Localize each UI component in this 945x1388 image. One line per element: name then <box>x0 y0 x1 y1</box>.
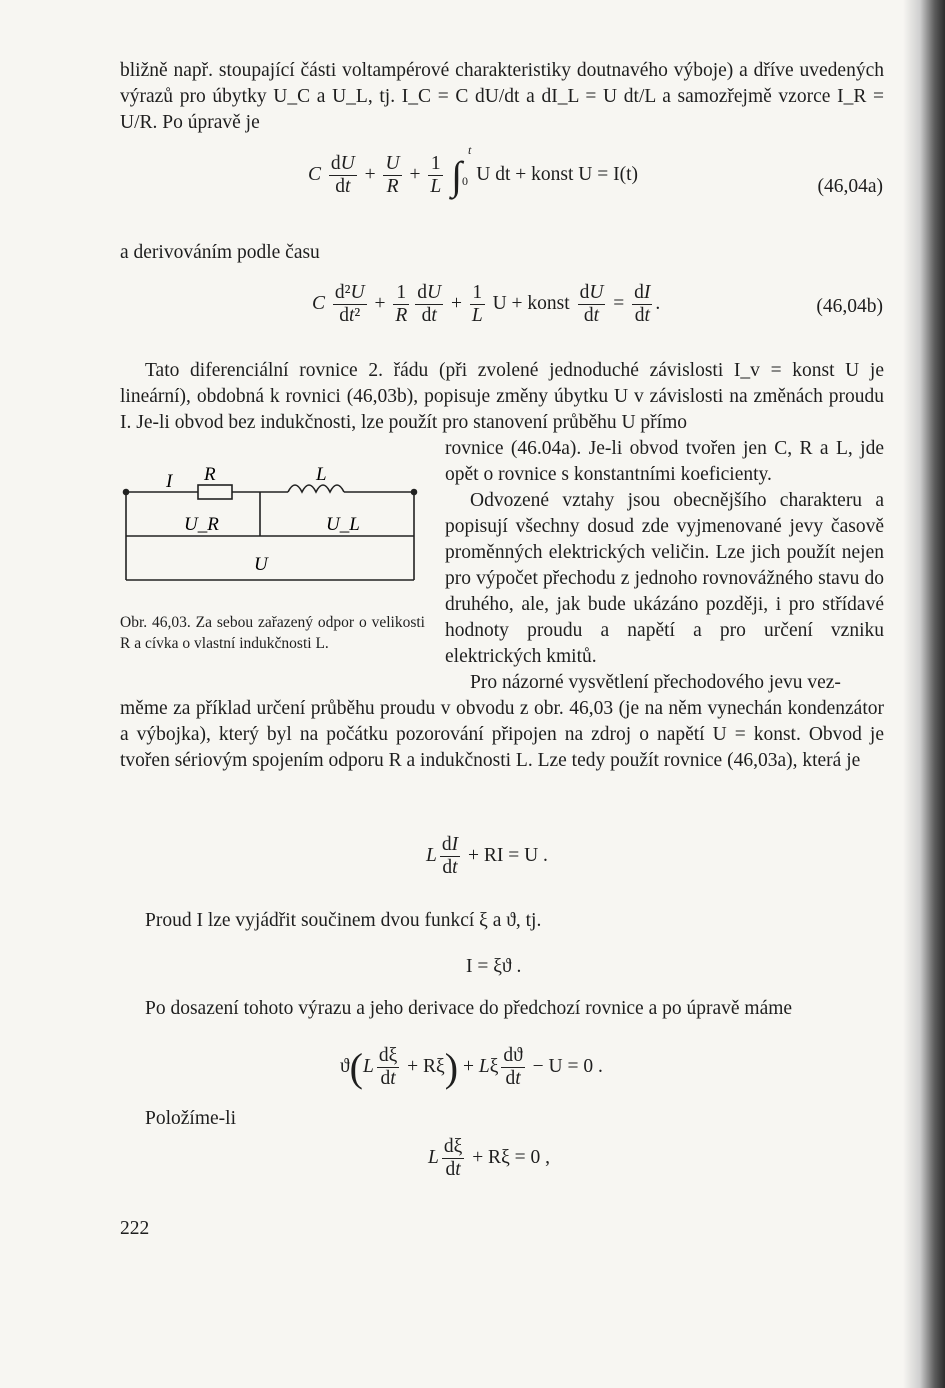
paragraph-3-continued: rovnice (46.04a). Je-li obvod tvořen jen C, R a L, jde opět o rovnice s konstantními koeficienty. <box>445 438 884 485</box>
binding-shadow <box>903 0 945 1388</box>
equation-xi: L $\frac{d\xi}{dt}$ + Rξ = 0 , <box>428 1136 551 1180</box>
equation-label-a: (46,04a) <box>817 176 883 197</box>
equation-e-mid: + Rξ <box>407 1055 445 1077</box>
label-voltage-inductor: U_L <box>326 514 360 535</box>
paragraph-5-start: Pro názorné vysvětlení přechodového jevu vez- <box>470 672 841 693</box>
paragraph-2: a derivováním podle času <box>120 242 320 263</box>
equation-rl: L $\frac{dI}{dt}$ + RI = U . <box>426 834 548 878</box>
label-voltage-total: U <box>254 554 268 575</box>
label-current: I <box>166 471 173 492</box>
label-inductor: L <box>316 464 327 485</box>
equation-46-04a: C $\frac{dU}{dt}$ + $\frac{U}{R}$ + $\frac{1}{L}$ $\int_0^t$ U dt + konst U = I(t) <box>308 143 638 198</box>
equation-f-tail: + Rξ = 0 , <box>472 1146 551 1168</box>
equation-a-tail: U dt + konst U = I(t) <box>476 163 638 185</box>
paragraph-1: bližně např. stoupající části voltampérové charakteristiky doutnavého výboje) a dříve uvedených výrazů pro úbytky U_C a U_L, tj. I_C = C dU/dt a dI_L = U dt/L a samozřejmě vzorce I_R = U/R. Po úpravě je <box>120 60 884 133</box>
paragraph-5: měme za příklad určení průběhu proudu v obvodu z obr. 46,03 (je na něm vynechán kondenzátor a výbojka), který byl na počátku pozorování připojen na zdroj o napětí U = konst. Obvod je tvořen sériovým spojením odporu R a indukčnosti L. Lze tedy použít rovnice (46,03a), která je <box>120 698 884 771</box>
figure-caption: Obr. 46,03. Za sebou zařazený odpor o velikosti R a cívka o vlastní indukčnosti L. <box>120 614 425 652</box>
equation-e-tail: − U = 0 . <box>532 1055 603 1077</box>
equation-c-tail: + RI = U . <box>467 844 548 866</box>
equation-product: I = ξϑ . <box>466 956 522 977</box>
equation-46-04b: C $\frac{\text{d²U}}{\text{dt²}}$ + $\frac{1}{R}$ $\frac{dU}{dt}$ + $\frac{1}{L}$ U + konst $\frac{dU}{dt}$ = $\frac{dI}{dt}$ . <box>312 282 661 326</box>
equation-substitution: ϑ(L $\frac{d\xi}{dt}$ + Rξ) + Lξ $\frac{dϑ}{dt}$ − U = 0 . <box>340 1045 603 1090</box>
label-resistor: R <box>204 464 216 485</box>
paragraph-8: Položíme-li <box>145 1108 236 1129</box>
page-number: 222 <box>120 1218 150 1239</box>
paragraph-3: Tato diferenciální rovnice 2. řádu (při zvolené jednoduché závislosti I_v = konst U je lineární), obdobná k rovnici (46,03b), popisuje změny úbytku U v závislosti na změnách proudu I. Je-li obvod bez indukčnosti, lze použít pro stanovení průběhu U přímo <box>120 360 884 433</box>
paragraph-7: Po dosazení tohoto výrazu a jeho derivace do předchozí rovnice a po úpravě máme <box>145 998 793 1019</box>
equation-b-mid: U + konst <box>492 292 570 314</box>
paragraph-6: Proud I lze vyjádřit součinem dvou funkcí ξ a ϑ, tj. <box>145 910 542 931</box>
paragraph-4: Odvozené vztahy jsou obecnějšího charakteru a popisují všechny dosud zde vyjmenované jevy časově proměnných elektrických veličin. Lze jich použít nejen pro výpočet přechodu z jednoho rovnovážného stavu do druhého, ale, jak bude ukázáno později, i pro střídavé hodnoty proudu a napětí a pro určení vzniku elektrických kmitů. <box>445 490 884 667</box>
circuit-figure <box>118 462 423 592</box>
equation-label-b: (46,04b) <box>816 296 883 317</box>
label-voltage-resistor: U_R <box>184 514 219 535</box>
